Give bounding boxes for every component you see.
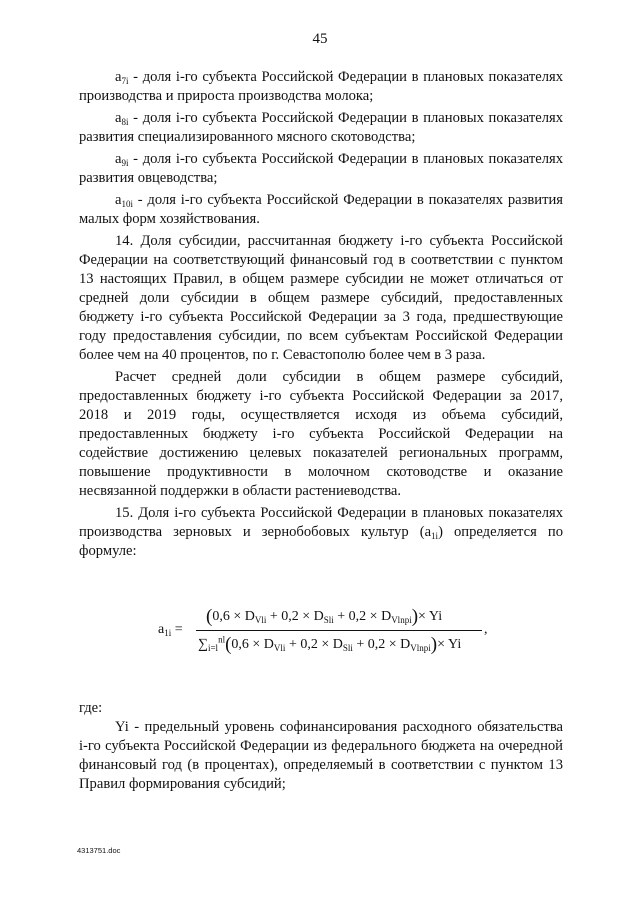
- definition-yi: [79, 718, 563, 794]
- formula-denominator: $\sum_{i=l}^{nl}(0,6 \times D_{Vli} + 0,2 \times D_{Sli} + 0,2 \times D_{Vlnpi})\times Yi$: [198, 634, 462, 655]
- definition-a7: [79, 68, 563, 106]
- definition-a8: [79, 109, 563, 147]
- symbol: a: [115, 110, 122, 126]
- definition-text: - доля i-го субъекта Российской Федерации в плановых показателях развития специализированного мясного скотоводства;: [79, 110, 563, 145]
- footer-doc-code: 4313751.doc: [77, 846, 121, 855]
- paragraph-15-end: ) определяется по формуле:: [79, 524, 563, 559]
- definition-text: - доля i-го субъекта Российской Федерации в показателях развития малых форм хозяйствования.: [79, 192, 563, 227]
- symbol: a: [115, 69, 122, 85]
- formula-numerator: $(0,6 \times D_{Vli} + 0,2 \times D_{Sli} + 0,2 \times D_{Vlnpi})\times Yi$: [206, 606, 443, 627]
- paragraph-calculation: Расчет средней доли субсидии в общем размере субсидий, предоставленных бюджету i-го субъекта Российской Федерации за 2017, 2018 и 2019 годы, осуществляется исходя из объема субсидий, предоставленных бюджету i-го субъекта Российской Федерации на содействие достижению целевых показателей региональных программ, повышение продуктивности в молочном скотоводстве и оказание несвязанной поддержки в области растениеводства.: [79, 369, 563, 499]
- symbol: a: [115, 192, 122, 208]
- symbol-sub: 8i: [121, 117, 129, 127]
- formula-comma: ,: [484, 622, 488, 637]
- paragraph-15: [79, 504, 563, 561]
- page-number: 45: [312, 31, 328, 47]
- formula-a1i: [158, 606, 488, 658]
- definition-a10: [79, 191, 563, 229]
- paragraph-15-sub: 1i: [431, 531, 439, 541]
- definition-text: - доля i-го субъекта Российской Федерации в плановых показателях производства и прироста производства молока;: [79, 69, 563, 104]
- paragraph-15-text: 15. Доля i-го субъекта Российской Федерации в плановых показателях производства зерновых и зернобобовых культур (a: [79, 505, 563, 540]
- fraction-line: [196, 630, 482, 631]
- paragraph-14: 14. Доля субсидии, рассчитанная бюджету i-го субъекта Российской Федерации на соответствующий финансовый год в соответствии с пунктом 13 настоящих Правил, в общем размере субсидии не может отличаться от средней доли субсидии в общем размере субсидий, предоставленных бюджету i-го субъекта Российской Федерации за 3 года, предшествующие году предоставления субсидии, по всем субъектам Российской Федерации более чем на 40 процентов, по г. Севастополю более чем в 3 раза.: [79, 233, 563, 363]
- symbol: a: [115, 151, 122, 167]
- definition-a9: [79, 150, 563, 188]
- definition-text: - доля i-го субъекта Российской Федерации в плановых показателях развития овцеводства;: [79, 151, 563, 186]
- symbol-sub: 7i: [121, 76, 129, 86]
- symbol-sub: 10i: [121, 199, 133, 209]
- symbol-sub: 9i: [121, 158, 129, 168]
- definition-yi-text: Yi - предельный уровень софинансирования расходного обязательства i-го субъекта Российской Федерации из федерального бюджета на очередной финансовый год (в процентах), определяемый в соответствии с пунктом 13 Правил формирования субсидий;: [79, 719, 563, 792]
- formula-lhs: $a_{1i}$ =: [158, 622, 183, 638]
- where-label: где:: [79, 700, 103, 716]
- document-body: [79, 68, 563, 561]
